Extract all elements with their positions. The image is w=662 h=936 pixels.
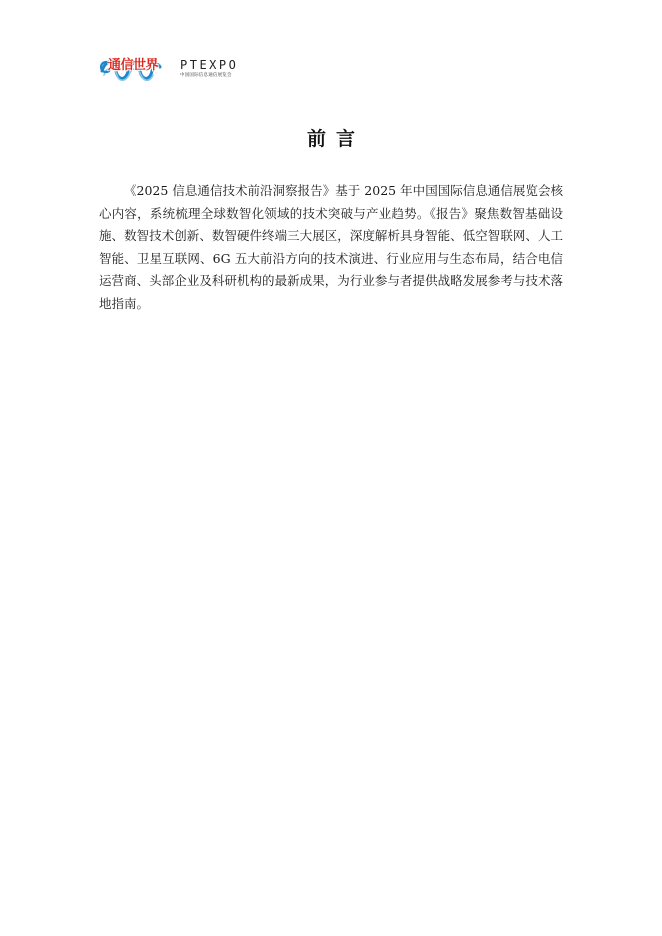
ptexpo-logo-subtitle: 中国国际信息通信展览会 <box>180 72 232 78</box>
cww-logo <box>100 53 162 83</box>
page-title: 前言 <box>306 128 365 150</box>
preface-paragraph: 《2025 信息通信技术前沿洞察报告》基于 2025 年中国国际信息通信展览会核心内容，系统梳理全球数智化领域的技术突破与产业趋势。《报告》聚焦数智基础设施、数智技术创新、数智硬件终端三大展区，深度解析具身智能、低空智联网、人工智能、卫星互联网、6G 五大前沿方向的技术演进、行业应用与生态布局，结合电信运营商、头部企业及科研机构的最新成果，为行业参与者提供战略发展参考与技术落地指南。 <box>99 183 563 311</box>
cww-logo-text: 通信世界 <box>108 58 159 73</box>
page-header <box>100 52 238 84</box>
ptexpo-logo-name: PTEXPO <box>180 57 239 72</box>
ptexpo-logo <box>180 58 238 79</box>
